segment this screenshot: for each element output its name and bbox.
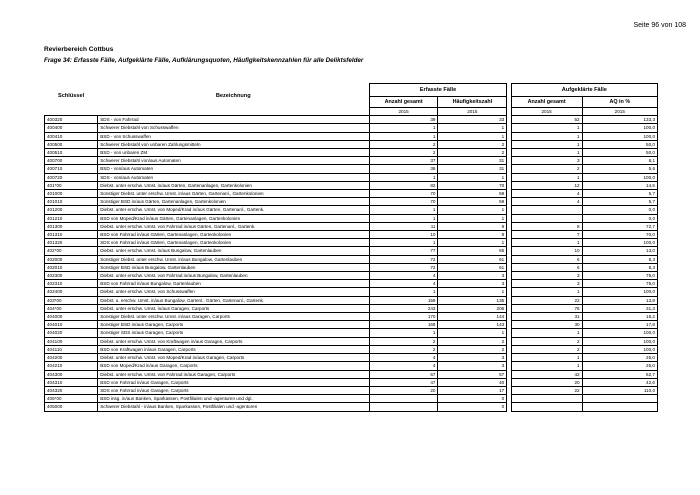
table-row <box>45 157 658 165</box>
table-row <box>45 132 658 140</box>
row-anzahl: 1 <box>369 132 438 140</box>
table-row <box>45 313 658 321</box>
row-anzahl: 1 <box>369 206 438 214</box>
row-aufgeklaert: 1 <box>511 288 582 296</box>
row-haeufigkeitszahl: 206 <box>438 304 507 312</box>
row-anzahl: 2 <box>369 337 438 345</box>
table-row <box>45 321 658 329</box>
table-row <box>45 395 658 403</box>
table-row <box>45 386 658 394</box>
row-key: 404310 <box>45 378 98 386</box>
row-aufgeklaert: 1 <box>511 362 582 370</box>
row-anzahl: 1 <box>369 239 438 247</box>
row-key: 401300 <box>45 222 98 230</box>
header-desc: Bezeichnung <box>215 92 251 99</box>
row-aufgeklaert: 4 <box>511 198 582 206</box>
row-anzahl: 70 <box>369 198 438 206</box>
row-aq: 50,0 <box>582 149 657 157</box>
row-key: 404100 <box>45 337 98 345</box>
row-aq: 25,0 <box>582 354 657 362</box>
row-haeufigkeitszahl: 0 <box>438 395 507 403</box>
row-description: Schwerer Diebstahl - in/aus Banken, Sparkassen, Postfilialen und -agenturen <box>98 403 370 411</box>
row-anzahl: 67 <box>369 370 438 378</box>
row-description: Diebst. unter erschw. Umst. von Moped/Krad in/aus Gärten, Gartenanl., Gartenk. <box>98 206 370 214</box>
row-aufgeklaert <box>511 395 582 403</box>
row-key: 400500 <box>45 140 98 148</box>
row-anzahl: 20 <box>369 386 438 394</box>
row-aq: 70,0 <box>582 231 657 239</box>
row-anzahl: 77 <box>369 247 438 255</box>
row-description: BSD insg. in/aus Banken, Sparkassen, Postfilialen und -agenturen und dgl. <box>98 395 370 403</box>
row-aq: 8,3 <box>582 255 657 263</box>
row-description: SDS von Fahrrad in/aus Garagen, Carports <box>98 386 370 394</box>
row-anzahl: 72 <box>369 263 438 271</box>
row-anzahl: 2 <box>369 140 438 148</box>
row-description: Schwerer Diebstahl von/aus Automaten <box>98 157 370 165</box>
row-haeufigkeitszahl: 1 <box>438 239 507 247</box>
row-key: 401210 <box>45 214 98 222</box>
row-aufgeklaert: 76 <box>511 304 582 312</box>
row-anzahl: 11 <box>369 222 438 230</box>
page-number: Seite 96 von 108 <box>633 22 686 29</box>
table-row <box>45 214 658 222</box>
row-key: 404*00 <box>45 304 98 312</box>
region-title: Revierbereich Cottbus <box>44 46 114 53</box>
row-key: 404200 <box>45 354 98 362</box>
row-aq: 0,0 <box>582 206 657 214</box>
row-description: Sonstiger SDS in/aus Garagen, Carports <box>98 329 370 337</box>
row-description: Diebst. u. erschw. Umst. in/aus Bungalow, Gartenl., Gärten, Gartenanl., Gartenk. <box>98 296 370 304</box>
row-haeufigkeitszahl: 1 <box>438 206 507 214</box>
row-key: 402310 <box>45 280 98 288</box>
row-description: BSD von Kraftwagen in/aus Garagen, Carports <box>98 345 370 353</box>
row-aufgeklaert: 10 <box>511 247 582 255</box>
table-row <box>45 173 658 181</box>
row-haeufigkeitszahl: 3 <box>438 272 507 280</box>
row-haeufigkeitszahl: 2 <box>438 337 507 345</box>
row-description: Schwerer Diebstahl von unbaren Zahlungsmitteln <box>98 140 370 148</box>
header-key: Schlüssel <box>58 92 85 99</box>
row-key: 400320 <box>45 116 98 124</box>
row-description: Diebst. unter erschw. Umst. von Kraftwagen in/aus Garagen, Carports <box>98 337 370 345</box>
row-anzahl: 169 <box>369 321 438 329</box>
row-key: 401310 <box>45 231 98 239</box>
row-aq: 110,0 <box>582 386 657 394</box>
table-row <box>45 354 658 362</box>
row-haeufigkeitszahl: 70 <box>438 181 507 189</box>
row-anzahl: 4 <box>369 354 438 362</box>
row-key: 404000 <box>45 313 98 321</box>
header-anzahl-aufgeklaert: Anzahl gesamt <box>511 97 582 108</box>
row-aq: 5,6 <box>582 165 657 173</box>
row-haeufigkeitszahl: 33 <box>438 116 507 124</box>
row-key: 404320 <box>45 386 98 394</box>
row-anzahl: 2 <box>369 345 438 353</box>
row-description: Diebst. unter erschw. Umst. von Fahrrad in/aus Garagen, Carports <box>98 370 370 378</box>
row-haeufigkeitszahl: 9 <box>438 222 507 230</box>
year-aq: 2015 <box>582 108 657 116</box>
row-aq: 50,0 <box>582 140 657 148</box>
row-haeufigkeitszahl: 144 <box>438 313 507 321</box>
table-row <box>45 247 658 255</box>
row-aq: 72,7 <box>582 222 657 230</box>
row-aufgeklaert: 1 <box>511 140 582 148</box>
row-aufgeklaert <box>511 214 582 222</box>
row-aq: 100,0 <box>582 239 657 247</box>
row-description: Diebst. unter erschw. Umst. von Fahrrad in/aus Gärten, Gartenanl., Gartenk. <box>98 222 370 230</box>
table-row <box>45 403 658 411</box>
year-anzahl: 2015 <box>369 108 438 116</box>
row-aufgeklaert: 2 <box>511 165 582 173</box>
row-anzahl: 1 <box>369 329 438 337</box>
row-aq: 100,0 <box>582 329 657 337</box>
row-description: Sonstiger Diebst. unter erschw. Umst. in/aus Bungalow, Gartenlauben <box>98 255 370 263</box>
row-description: BSD - von/aus Automaten <box>98 165 370 173</box>
question-title: Frage 34: Erfasste Fälle, Aufgeklärte Fälle, Aufklärungsquoten, Häufigkeitskennzahlen für alle Deliktsfelder <box>44 57 364 64</box>
row-haeufigkeitszahl: 1 <box>438 132 507 140</box>
row-aufgeklaert: 1 <box>511 149 582 157</box>
row-haeufigkeitszahl: 3 <box>438 362 507 370</box>
row-description: BSD von Fahrrad in/aus Gärten, Gartenanlagen, Gartenkolonien <box>98 231 370 239</box>
row-aufgeklaert: 20 <box>511 378 582 386</box>
row-aq: 75,0 <box>582 280 657 288</box>
table-row <box>45 198 658 206</box>
table-row <box>45 206 658 214</box>
table-row <box>45 239 658 247</box>
row-haeufigkeitszahl: 3 <box>438 280 507 288</box>
table-row <box>45 263 658 271</box>
row-anzahl <box>369 395 438 403</box>
row-key: 401010 <box>45 198 98 206</box>
row-haeufigkeitszahl: 17 <box>438 386 507 394</box>
table-row <box>45 231 658 239</box>
row-description: Diebst. unter erschw. Umst. in/aus Bungalow, Gartenlauben <box>98 247 370 255</box>
row-anzahl <box>369 403 438 411</box>
row-key: 402300 <box>45 272 98 280</box>
row-aufgeklaert: 31 <box>511 313 582 321</box>
row-anzahl: 36 <box>369 165 438 173</box>
row-aq: 8,3 <box>582 263 657 271</box>
row-haeufigkeitszahl: 40 <box>438 378 507 386</box>
row-aufgeklaert: 6 <box>511 263 582 271</box>
row-aufgeklaert <box>511 403 582 411</box>
row-aq: 75,0 <box>582 272 657 280</box>
row-aufgeklaert: 2 <box>511 337 582 345</box>
row-aq: 133,3 <box>582 116 657 124</box>
row-anzahl: 47 <box>369 378 438 386</box>
row-aufgeklaert: 7 <box>511 231 582 239</box>
row-description: Schwerer Diebstahl von Schusswaffen <box>98 124 370 132</box>
row-anzahl: 170 <box>369 313 438 321</box>
row-aufgeklaert: 1 <box>511 354 582 362</box>
row-aufgeklaert: 1 <box>511 124 582 132</box>
table-row <box>45 329 658 337</box>
row-description: Sonstiger BSD in/aus Bungalow, Gartenlauben <box>98 263 370 271</box>
header-aq: AQ in % <box>582 97 657 108</box>
row-aq: 25,0 <box>582 362 657 370</box>
row-aufgeklaert: 1 <box>511 173 582 181</box>
header-group-erfasst: Erfasste Fälle <box>369 84 506 97</box>
row-aufgeklaert: 6 <box>511 255 582 263</box>
row-aufgeklaert: 4 <box>511 190 582 198</box>
table-row <box>45 272 658 280</box>
row-key: 401000 <box>45 190 98 198</box>
row-haeufigkeitszahl: 57 <box>438 370 507 378</box>
row-haeufigkeitszahl: 135 <box>438 296 507 304</box>
row-aufgeklaert: 2 <box>511 345 582 353</box>
row-aufgeklaert: 1 <box>511 132 582 140</box>
row-aufgeklaert: 1 <box>511 239 582 247</box>
row-haeufigkeitszahl: 31 <box>438 157 507 165</box>
table-row <box>45 222 658 230</box>
row-haeufigkeitszahl: 0 <box>438 403 507 411</box>
row-aq: 62,7 <box>582 370 657 378</box>
row-haeufigkeitszahl: 1 <box>438 288 507 296</box>
row-haeufigkeitszahl: 61 <box>438 255 507 263</box>
row-anzahl: 1 <box>369 288 438 296</box>
table-row <box>45 149 658 157</box>
row-aq <box>582 395 657 403</box>
header-hz: Häufigkeitszahl <box>438 97 507 108</box>
row-description: Sonstiger Diebst. unter erschw. Umst. in/aus Gärten, Gartenanl., Gartenkolonien <box>98 190 370 198</box>
row-description: SDS - von/aus Automaten <box>98 173 370 181</box>
row-aq: 14,6 <box>582 181 657 189</box>
header-anzahl: Anzahl gesamt <box>369 97 438 108</box>
table-row <box>45 296 658 304</box>
row-description: Diebst. unter erschw. Umst. in/aus Gärten, Gartenanlagen, Gartenkolonien <box>98 181 370 189</box>
row-key: 400710 <box>45 165 98 173</box>
row-aq: 100,0 <box>582 337 657 345</box>
row-description: BSD - von Schusswaffen <box>98 132 370 140</box>
row-haeufigkeitszahl: 2 <box>438 140 507 148</box>
row-haeufigkeitszahl: 8 <box>438 231 507 239</box>
table-row <box>45 362 658 370</box>
table-row <box>45 304 658 312</box>
row-haeufigkeitszahl: 3 <box>438 354 507 362</box>
row-aufgeklaert <box>511 206 582 214</box>
row-haeufigkeitszahl: 31 <box>438 165 507 173</box>
row-aufgeklaert: 8 <box>511 222 582 230</box>
row-description: Diebst. unter erschw. Umst. von Moped/Krad in/aus Garagen, Carports <box>98 354 370 362</box>
table-row <box>45 378 658 386</box>
row-aq: 100,0 <box>582 124 657 132</box>
row-description: SDS - von Fahrrad <box>98 116 370 124</box>
row-haeufigkeitszahl: 1 <box>438 124 507 132</box>
row-aq: 5,7 <box>582 198 657 206</box>
row-haeufigkeitszahl: 65 <box>438 247 507 255</box>
row-haeufigkeitszahl: 1 <box>438 214 507 222</box>
row-aq: 100,0 <box>582 132 657 140</box>
row-aq: 8,1 <box>582 157 657 165</box>
row-aufgeklaert: 3 <box>511 280 582 288</box>
row-key: 403*00 <box>45 296 98 304</box>
row-key: 402000 <box>45 255 98 263</box>
row-description: Diebst. unter erschw. Umst. von Fahrrad in/aus Bungalow, Gartenlauben <box>98 272 370 280</box>
row-key: 405000 <box>45 403 98 411</box>
row-aq: 42,6 <box>582 378 657 386</box>
row-anzahl: 159 <box>369 296 438 304</box>
row-aq: 13,0 <box>582 247 657 255</box>
table-body <box>45 116 658 411</box>
row-anzahl: 37 <box>369 157 438 165</box>
row-key: 402*00 <box>45 247 98 255</box>
row-description: Diebst. unter erschw. Umst. in/aus Garagen, Carports <box>98 304 370 312</box>
row-anzahl: 39 <box>369 116 438 124</box>
table-row <box>45 280 658 288</box>
row-aufgeklaert: 42 <box>511 370 582 378</box>
row-aq: 18,2 <box>582 313 657 321</box>
row-aq: 13,8 <box>582 296 657 304</box>
row-aq: 100,0 <box>582 345 657 353</box>
row-key: 404020 <box>45 329 98 337</box>
row-key: 404010 <box>45 321 98 329</box>
row-key: 400410 <box>45 132 98 140</box>
row-anzahl: 4 <box>369 272 438 280</box>
row-key: 404300 <box>45 370 98 378</box>
row-aufgeklaert: 3 <box>511 157 582 165</box>
row-aufgeklaert: 3 <box>511 272 582 280</box>
row-description: SDS von Fahrrad in/aus Gärten, Gartenanlagen, Gartenkolonien <box>98 239 370 247</box>
row-aq: 17,8 <box>582 321 657 329</box>
table-row <box>45 337 658 345</box>
row-key: 400720 <box>45 173 98 181</box>
row-anzahl: 1 <box>369 124 438 132</box>
row-haeufigkeitszahl: 61 <box>438 263 507 271</box>
row-anzahl: 243 <box>369 304 438 312</box>
row-key: 400700 <box>45 157 98 165</box>
statistics-table <box>44 83 658 412</box>
row-aq: 100,0 <box>582 173 657 181</box>
row-key: 404210 <box>45 362 98 370</box>
row-description: Sonstiger BSD in/aus Gärten, Gartenanlagen, Gartenkolonien <box>98 198 370 206</box>
row-haeufigkeitszahl: 1 <box>438 173 507 181</box>
row-aufgeklaert: 1 <box>511 329 582 337</box>
row-description: BSD von Moped/Krad in/aus Gärten, Gartenanlagen, Gartenkolonien <box>98 214 370 222</box>
table-row <box>45 190 658 198</box>
row-key: 405*00 <box>45 395 98 403</box>
row-anzahl: 4 <box>369 362 438 370</box>
row-aq: 5,7 <box>582 190 657 198</box>
year-hz: 2015 <box>438 108 507 116</box>
table-row <box>45 116 658 124</box>
row-key: 404110 <box>45 345 98 353</box>
row-description: Diebst. unter erschw. Umst. von Schusswaffen <box>98 288 370 296</box>
table-row <box>45 288 658 296</box>
table-row <box>45 255 658 263</box>
row-key: 401320 <box>45 239 98 247</box>
row-description: Sonstiger BSD in/aus Garagen, Carports <box>98 321 370 329</box>
row-anzahl: 72 <box>369 255 438 263</box>
row-description: BSD von Moped/Krad in/aus Garagen, Carports <box>98 362 370 370</box>
row-key: 400400 <box>45 124 98 132</box>
row-anzahl: 10 <box>369 231 438 239</box>
row-anzahl: 2 <box>369 149 438 157</box>
row-aq: 0,0 <box>582 214 657 222</box>
row-aufgeklaert: 12 <box>511 181 582 189</box>
row-aq: 31,3 <box>582 304 657 312</box>
row-aufgeklaert: 22 <box>511 296 582 304</box>
row-key: 401*00 <box>45 181 98 189</box>
table-row <box>45 140 658 148</box>
row-aq <box>582 403 657 411</box>
row-haeufigkeitszahl: 143 <box>438 321 507 329</box>
row-anzahl: 70 <box>369 190 438 198</box>
row-key: 401200 <box>45 206 98 214</box>
row-description: BSD - von unbaren ZM <box>98 149 370 157</box>
year-anzahl-aufgeklaert: 2015 <box>511 108 582 116</box>
table-row <box>45 345 658 353</box>
table-row <box>45 370 658 378</box>
row-haeufigkeitszahl: 1 <box>438 329 507 337</box>
row-description: BSD von Fahrrad in/aus Bungalow, Gartenlauben <box>98 280 370 288</box>
row-aufgeklaert: 52 <box>511 116 582 124</box>
header-group-aufgeklaert: Aufgeklärte Fälle <box>511 84 657 97</box>
row-haeufigkeitszahl: 59 <box>438 190 507 198</box>
row-anzahl: 1 <box>369 214 438 222</box>
row-description: BSD von Fahrrad in/aus Garagen, Carports <box>98 378 370 386</box>
row-key: 402010 <box>45 263 98 271</box>
row-aufgeklaert: 22 <box>511 386 582 394</box>
row-aq: 100,0 <box>582 288 657 296</box>
row-description: Sonstiger Diebst. unter erschw. Umst. in/aus Garagen, Carports <box>98 313 370 321</box>
row-aufgeklaert: 30 <box>511 321 582 329</box>
row-haeufigkeitszahl: 59 <box>438 198 507 206</box>
table-row <box>45 124 658 132</box>
row-key: 400510 <box>45 149 98 157</box>
row-anzahl: 1 <box>369 173 438 181</box>
row-haeufigkeitszahl: 2 <box>438 345 507 353</box>
row-anzahl: 4 <box>369 280 438 288</box>
row-key: 402400 <box>45 288 98 296</box>
table-row <box>45 165 658 173</box>
row-haeufigkeitszahl: 2 <box>438 149 507 157</box>
row-anzahl: 82 <box>369 181 438 189</box>
table-row <box>45 181 658 189</box>
